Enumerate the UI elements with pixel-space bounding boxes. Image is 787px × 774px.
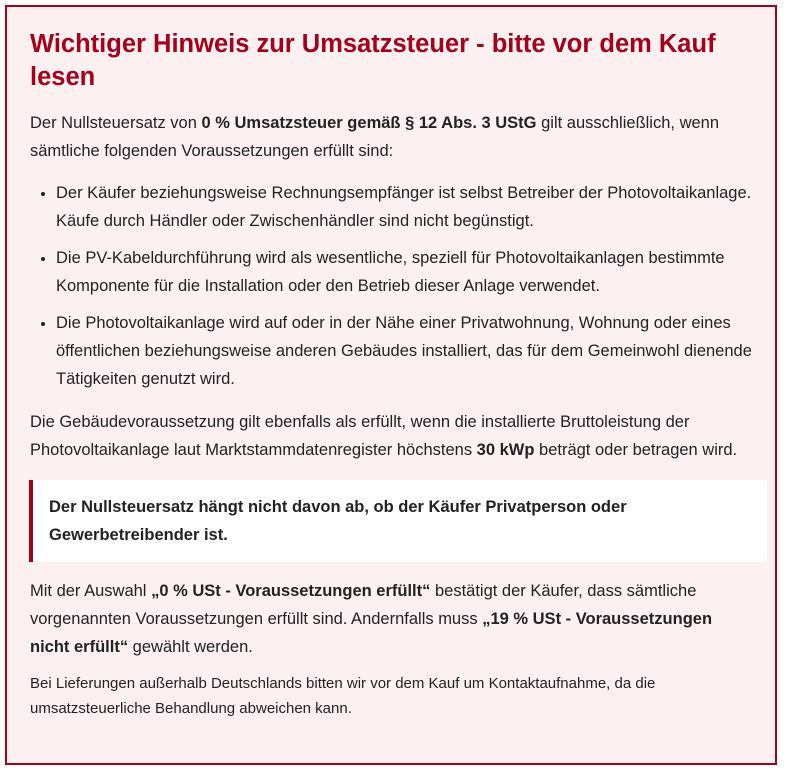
intro-paragraph — [30, 109, 755, 165]
selection-option-standard-vat: „19 % USt - Voraussetzungen nicht erfüllt“ — [30, 610, 713, 656]
foreign-delivery-note: Bei Lieferungen außerhalb Deutschlands bitten wir vor dem Kauf um Kontaktaufnahme, da die umsatzsteuerliche Behandlung abweichen kann. — [30, 675, 656, 717]
condition-item-location: • Die Photovoltaikanlage wird auf oder in der Nähe einer Privatwohnung, Wohnung oder eines öffentlichen beziehungsweise anderen Gebäudes installiert, das für dem Gemeinwohl dienende Tätigkeiten genutzt wird. — [56, 309, 755, 393]
selection-paragraph — [30, 577, 755, 661]
highlight-callout: Der Nullsteuersatz hängt nicht davon ab, ob der Käufer Privatperson oder Gewerbetreibender ist. — [29, 480, 767, 562]
intro-legal-reference: 0 % Umsatzsteuer gemäß § 12 Abs. 3 UStG — [201, 114, 537, 132]
conditions-list — [30, 179, 755, 393]
condition-item-operator: • Der Käufer beziehungsweise Rechnungsempfänger ist selbst Betreiber der Photovoltaikanlage. Käufe durch Händler oder Zwischenhändler sind nicht begünstigt. — [56, 179, 755, 235]
intro-text-end: gilt ausschließlich, wenn sämtliche folgenden Voraussetzungen erfüllt sind: — [30, 114, 720, 160]
condition-item-component: • Die PV-Kabeldurchführung wird als wesentliche, speziell für Photovoltaikanlagen bestimmte Komponente für die Installation oder den Betrieb dieser Anlage verwendet. — [56, 244, 755, 300]
building-condition-paragraph — [30, 408, 755, 464]
vat-notice-box — [5, 5, 777, 765]
building-text-start: Die Gebäudevoraussetzung gilt ebenfalls als erfüllt, wenn die installierte Bruttoleistung der Photovoltaikanlage laut Marktstammdatenregister höchstens — [30, 413, 690, 459]
notice-title: Wichtiger Hinweis zur Umsatzsteuer - bitte vor dem Kauf lesen — [30, 30, 716, 91]
building-text-end: beträgt oder betragen wird. — [534, 441, 738, 459]
intro-text-start: Der Nullsteuersatz von — [30, 114, 202, 132]
selection-text-2: bestätigt der Käufer, dass sämtliche vorgenannten Voraussetzungen erfüllt sind. Andernfalls muss — [30, 582, 697, 628]
selection-text-3: gewählt werden. — [128, 638, 253, 656]
selection-text-1: Mit der Auswahl — [30, 582, 152, 600]
selection-option-zero-vat: „0 % USt - Voraussetzungen erfüllt“ — [151, 582, 431, 600]
building-capacity-limit: 30 kWp — [476, 441, 535, 459]
